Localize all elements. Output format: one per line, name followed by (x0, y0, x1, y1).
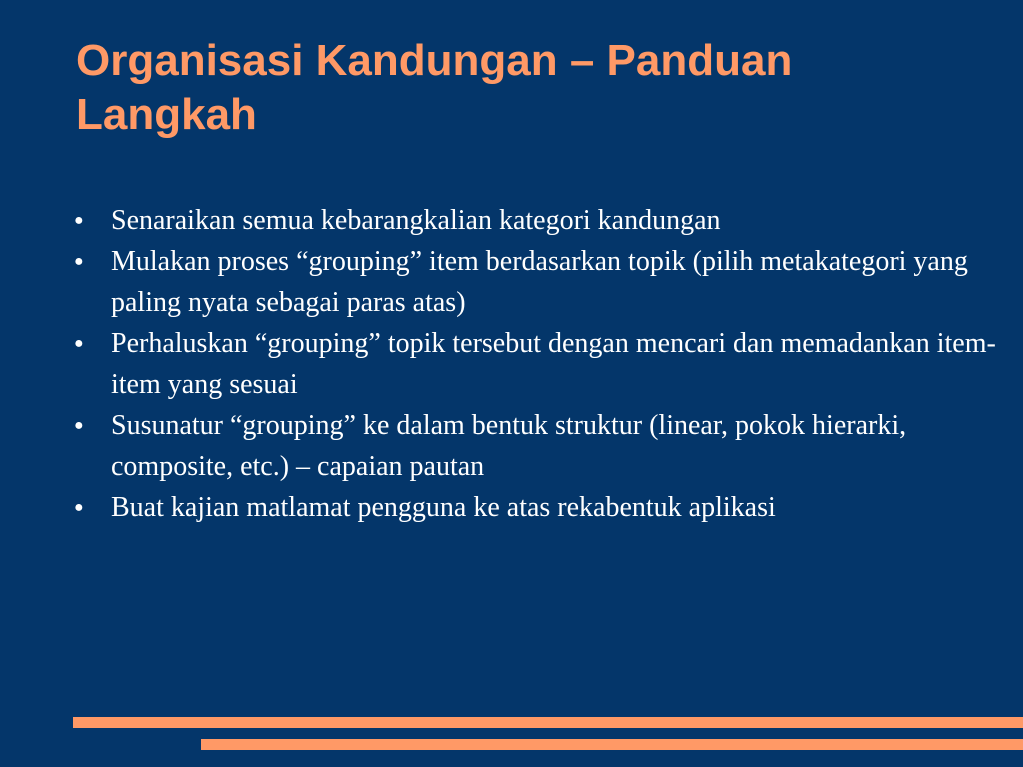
bullet-icon: ● (74, 253, 84, 270)
bullet-text: Buat kajian matlamat pengguna ke atas rekabentuk aplikasi (111, 492, 776, 523)
bullet-item (72, 487, 1007, 528)
bullet-list (72, 200, 1007, 528)
bullet-item (72, 323, 1007, 405)
slide-title: Organisasi Kandungan – Panduan Langkah (76, 36, 793, 139)
bullet-item (72, 405, 1007, 487)
bullet-icon: ● (74, 212, 84, 229)
accent-bar-bottom (201, 739, 1023, 750)
bullet-text: Perhaluskan “grouping” topik tersebut dengan mencari dan memadankan item-item yang sesuai (111, 328, 996, 400)
bullet-icon: ● (74, 335, 84, 352)
accent-bar-top (73, 717, 1023, 728)
bullet-icon: ● (74, 499, 84, 516)
bullet-icon: ● (74, 417, 84, 434)
bullet-item (72, 200, 1007, 241)
bullet-text: Senaraikan semua kebarangkalian kategori kandungan (111, 205, 721, 236)
bullet-text: Mulakan proses “grouping” item berdasarkan topik (pilih metakategori yang paling nyata sebagai paras atas) (111, 246, 968, 318)
bullet-item (72, 241, 1007, 323)
bullet-text: Susunatur “grouping” ke dalam bentuk struktur (linear, pokok hierarki, composite, etc.) – capaian pautan (111, 410, 907, 482)
